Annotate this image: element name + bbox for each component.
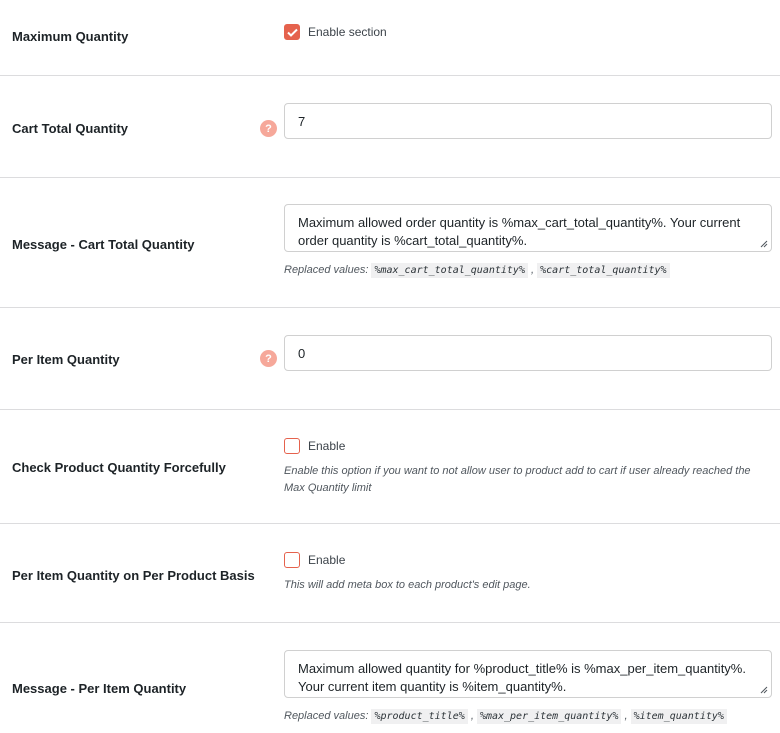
per-item-quantity-input[interactable] — [284, 335, 772, 371]
textarea-line: Maximum allowed order quantity is %max_cart_total_quantity%. Your current — [298, 215, 741, 230]
placeholder-code: %product_title% — [371, 709, 467, 724]
checkmark-icon — [287, 28, 298, 37]
check-forcefully-checkbox[interactable] — [284, 438, 300, 454]
textarea-line: Maximum allowed quantity for %product_title% is %max_per_item_quantity%. — [298, 661, 746, 676]
replaced-values-prefix: Replaced values: — [284, 264, 369, 276]
field-label: Message - Per Item Quantity — [12, 681, 187, 696]
checkbox-label: Enable section — [308, 25, 387, 39]
row-per-item-quantity — [0, 308, 780, 410]
message-per-item-textarea[interactable] — [284, 650, 772, 698]
textarea-line: Your current item quantity is %item_quantity%. — [298, 679, 567, 694]
field-label: Cart Total Quantity — [12, 121, 129, 136]
placeholder-code: %max_cart_total_quantity% — [371, 263, 528, 278]
field-label: Message - Cart Total Quantity — [12, 237, 195, 252]
row-check-forcefully — [0, 410, 780, 524]
per-product-basis-checkbox[interactable] — [284, 552, 300, 568]
placeholder-code: %max_per_item_quantity% — [477, 709, 621, 724]
placeholder-code: %cart_total_quantity% — [537, 263, 669, 278]
checkbox-label: Enable — [308, 553, 346, 567]
replaced-values: Replaced values: %max_cart_total_quantity% , %cart_total_quantity% — [284, 262, 670, 279]
description-line: Max Quantity limit — [284, 482, 372, 494]
row-cart-total-quantity — [0, 76, 780, 178]
field-label: Check Product Quantity Forcefully — [12, 460, 226, 475]
field-description — [284, 463, 751, 497]
row-message-per-item — [0, 623, 780, 733]
description-line: Enable this option if you want to not allow user to product add to cart if user already reached the — [284, 465, 751, 477]
placeholder-code: %item_quantity% — [631, 709, 727, 724]
question-icon[interactable]: ? — [260, 350, 277, 367]
row-maximum-quantity — [0, 0, 780, 76]
row-message-cart-total — [0, 178, 780, 308]
cart-total-quantity-input[interactable] — [284, 103, 772, 139]
enable-section-checkbox[interactable] — [284, 24, 300, 40]
field-label: Per Item Quantity — [12, 352, 120, 367]
textarea-line: order quantity is %cart_total_quantity%. — [298, 233, 528, 248]
replaced-values-prefix: Replaced values: — [284, 710, 369, 722]
input-value: 7 — [298, 113, 306, 129]
resize-handle-icon[interactable] — [760, 686, 768, 694]
row-per-product-basis — [0, 524, 780, 623]
field-label: Maximum Quantity — [12, 29, 129, 44]
field-description: This will add meta box to each product's edit page. — [284, 579, 531, 591]
question-icon[interactable]: ? — [260, 120, 277, 137]
message-cart-total-textarea[interactable] — [284, 204, 772, 252]
replaced-values: Replaced values: %product_title% , %max_per_item_quantity% , %item_quantity% — [284, 708, 727, 725]
input-value: 0 — [298, 345, 306, 361]
checkbox-label: Enable — [308, 439, 346, 453]
resize-handle-icon[interactable] — [760, 240, 768, 248]
field-label: Per Item Quantity on Per Product Basis — [12, 568, 255, 583]
